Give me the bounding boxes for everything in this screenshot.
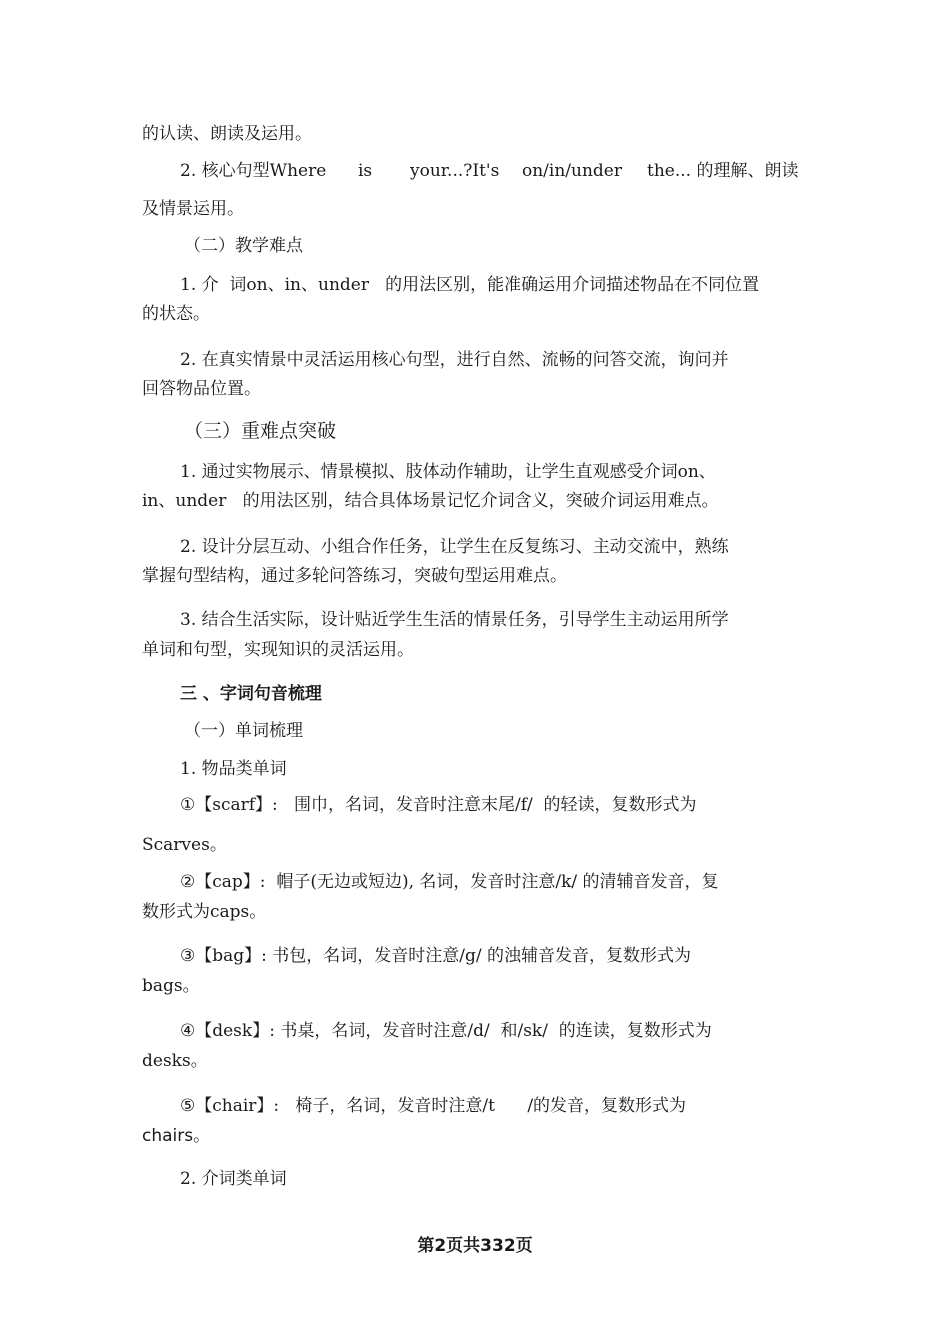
text-line: 单词和句型，实现知识的灵活运用。 xyxy=(142,640,414,660)
text-line: 掌握句型结构，通过多轮问答练习，突破句型运用难点。 xyxy=(142,566,567,586)
section-heading: （一）单词梳理 xyxy=(184,721,303,741)
text-line: 2. 介词类单词 xyxy=(180,1169,287,1189)
text-line: Scarves。 xyxy=(142,835,227,855)
text-line: desks。 xyxy=(142,1051,208,1071)
text-line: 的认读、朗读及运用。 xyxy=(142,124,312,144)
text-line: ③【bag】: 书包，名词，发音时注意/g/ 的浊辅音发音，复数形式为 xyxy=(180,946,692,966)
text-line: ⑤【chair】: 椅子，名词，发音时注意/t /的发音，复数形式为 xyxy=(180,1096,687,1116)
text-line: ①【scarf】: 围巾，名词，发音时注意末尾/f/ 的轻读，复数形式为 xyxy=(180,795,697,815)
text-line: 2. 核心句型Where xyxy=(180,161,327,181)
text-line: 2. 设计分层互动、小组合作任务，让学生在反复练习、主动交流中，熟练 xyxy=(180,537,729,557)
text-line: the... 的理解、朗读 xyxy=(647,161,799,181)
text-line: on/in/under xyxy=(522,161,622,181)
text-line: 数形式为caps。 xyxy=(142,902,267,922)
text-line: is xyxy=(358,161,373,181)
text-line: 2. 在真实情景中灵活运用核心句型，进行自然、流畅的问答交流，询问并 xyxy=(180,350,729,370)
text-line: your...?It's xyxy=(410,161,500,181)
text-line: 的状态。 xyxy=(142,304,210,324)
text-line: 及情景运用。 xyxy=(142,199,244,219)
text-line: ②【cap】: 帽子(无边或短边), 名词，发音时注意/k/ 的清辅音发音，复 xyxy=(180,872,719,892)
text-line: in、under 的用法区别，结合具体场景记忆介词含义，突破介词运用难点。 xyxy=(142,491,719,511)
section-heading: （三）重难点突破 xyxy=(184,420,337,442)
section-heading: 三 、字词句音梳理 xyxy=(180,684,322,704)
text-line: 1. 通过实物展示、情景模拟、肢体动作辅助，让学生直观感受介词on、 xyxy=(180,462,716,482)
text-line: bags。 xyxy=(142,976,200,996)
text-line: 3. 结合生活实际，设计贴近学生生活的情景任务，引导学生主动运用所学 xyxy=(180,610,729,630)
text-line: 1. 介 词on、in、under 的用法区别，能准确运用介词描述物品在不同位置 xyxy=(180,275,760,295)
text-line: ④【desk】: 书桌，名词，发音时注意/d/ 和/sk/ 的连读，复数形式为 xyxy=(180,1021,712,1041)
text-line: 回答物品位置。 xyxy=(142,379,261,399)
section-heading: （二）教学难点 xyxy=(184,236,303,256)
page-number-footer: 第2页共332页 xyxy=(417,1236,533,1256)
text-line: chairs。 xyxy=(142,1126,211,1146)
text-line: 1. 物品类单词 xyxy=(180,759,287,779)
